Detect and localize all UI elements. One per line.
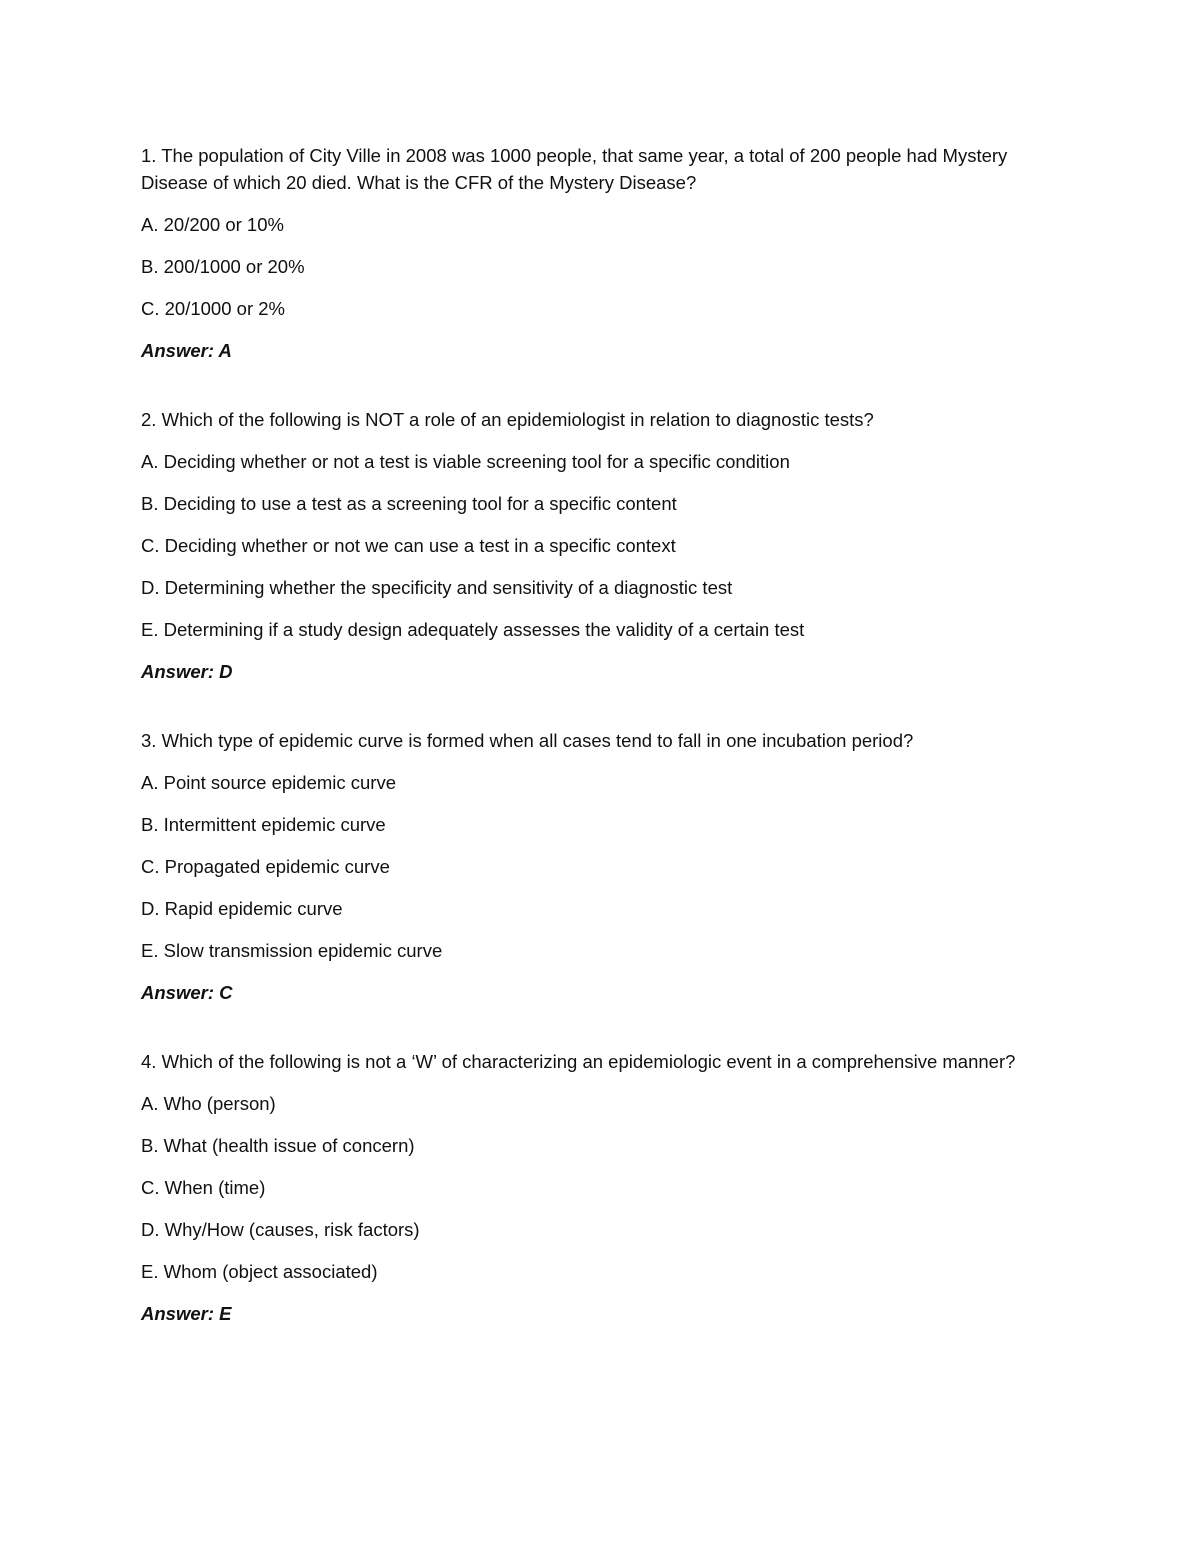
document-content: [141, 142, 1021, 1327]
option-e: E. Determining if a study design adequately assesses the validity of a certain test: [141, 619, 805, 640]
spacer: [141, 685, 1021, 727]
option-b: B. Intermittent epidemic curve: [141, 814, 386, 835]
option-b: B. What (health issue of concern): [141, 1135, 415, 1156]
option-a: A. 20/200 or 10%: [141, 214, 284, 235]
answer: Answer: A: [141, 340, 232, 361]
question-text: 4. Which of the following is not a ‘W’ of characterizing an epidemiologic event in a comprehensive manner?: [141, 1051, 1016, 1072]
option-d: D. Why/How (causes, risk factors): [141, 1219, 420, 1240]
question-text: 2. Which of the following is NOT a role of an epidemiologist in relation to diagnostic tests?: [141, 409, 874, 430]
option-c: C. 20/1000 or 2%: [141, 298, 285, 319]
option-d: D. Rapid epidemic curve: [141, 898, 343, 919]
answer: Answer: D: [141, 661, 233, 682]
option-c: C. Propagated epidemic curve: [141, 856, 390, 877]
option-e: E. Slow transmission epidemic curve: [141, 940, 443, 961]
option-a: A. Deciding whether or not a test is viable screening tool for a specific condition: [141, 451, 790, 472]
option-c: C. When (time): [141, 1177, 266, 1198]
option-d: D. Determining whether the specificity and sensitivity of a diagnostic test: [141, 577, 733, 598]
option-b: B. Deciding to use a test as a screening tool for a specific content: [141, 493, 677, 514]
question-text: 1. The population of City Ville in 2008 was 1000 people, that same year, a total of 200 people had Mystery Disease of which 20 died. What is the CFR of the Mystery Disease?: [141, 145, 1008, 193]
question-2: [141, 406, 1021, 685]
answer: Answer: C: [141, 982, 233, 1003]
spacer: [141, 364, 1021, 406]
option-a: A. Point source epidemic curve: [141, 772, 397, 793]
question-text: 3. Which type of epidemic curve is formed when all cases tend to fall in one incubation period?: [141, 730, 914, 751]
option-b: B. 200/1000 or 20%: [141, 256, 305, 277]
question-3: [141, 727, 1021, 1006]
question-1: [141, 142, 1021, 364]
option-e: E. Whom (object associated): [141, 1261, 378, 1282]
option-c: C. Deciding whether or not we can use a test in a specific context: [141, 535, 676, 556]
spacer: [141, 1006, 1021, 1048]
answer: Answer: E: [141, 1303, 232, 1324]
option-a: A. Who (person): [141, 1093, 276, 1114]
question-4: [141, 1048, 1021, 1327]
